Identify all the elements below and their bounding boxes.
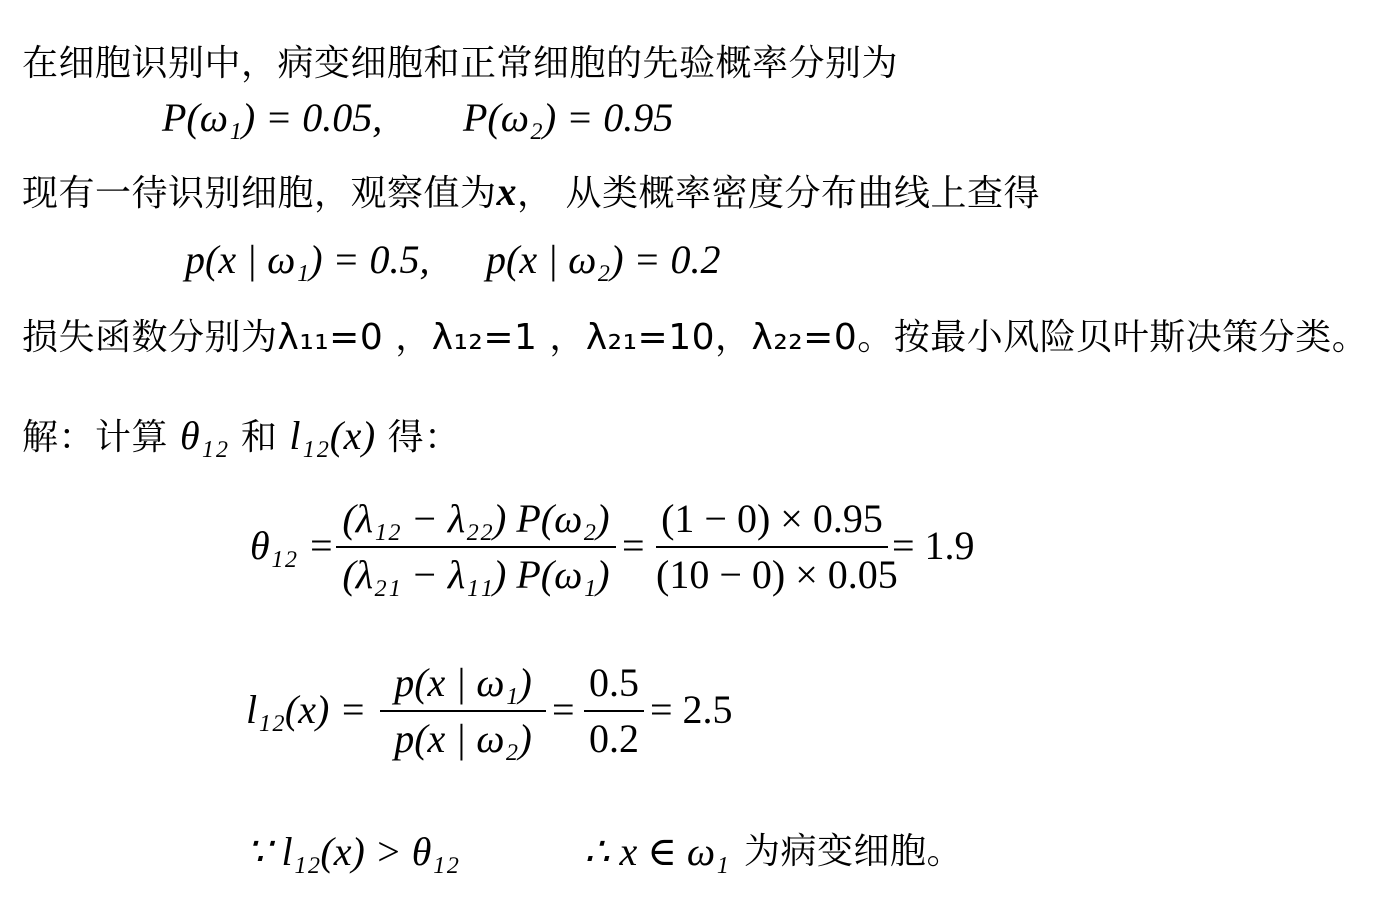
solution-intro-a: 解：计算 (22, 417, 169, 458)
therefore-statement: ∴ x ∈ ω₁ (584, 829, 729, 874)
problem-line-2-text-b: ， 从类概率密度分布曲线上查得 (517, 173, 1040, 214)
problem-line-2 (22, 168, 1040, 216)
l12-fraction-bar (380, 710, 546, 712)
theta-fraction-symbolic (336, 494, 616, 600)
problem-line-2-text-a: 现有一待识别细胞，观察值为 (22, 173, 497, 214)
l12-numerator-numeric: 0.5 (589, 660, 639, 705)
conclusion-text: 为病变细胞。 (744, 831, 964, 872)
likelihood-omega2: p(x | ω₂) = 0.2 (486, 237, 721, 282)
intro-theta: θ₁₂ (179, 413, 229, 458)
because-statement: ∵ l₁₂(x) > θ₁₂ (246, 829, 460, 874)
intro-l12: l₁₂(x) (289, 413, 376, 458)
theta-equals-1: = (622, 523, 645, 568)
solution-intro-and: 和 (240, 417, 278, 458)
l12-fraction-bar-numeric (584, 710, 644, 712)
l12-numerator: p(x | ω₁) (394, 660, 532, 705)
theta-lhs: θ₁₂ = (250, 523, 335, 568)
prior-omega2: P(ω₂) = 0.95 (463, 95, 674, 140)
solution-intro (22, 414, 461, 460)
likelihood-omega1: p(x | ω₁) = 0.5, (185, 237, 430, 282)
solution-intro-b: 得： (387, 417, 461, 458)
theta-fraction-numeric (656, 494, 898, 600)
theta-fraction-bar (336, 546, 616, 548)
theta-numerator: (λ₁₂ − λ₂₂) P(ω₂) (342, 496, 610, 541)
prior-omega1: P(ω₁) = 0.05, (162, 95, 383, 140)
l12-fraction-symbolic (380, 658, 546, 764)
theta-result: = 1.9 (892, 523, 975, 568)
loss-prefix: 损失函数分别为 (22, 317, 278, 358)
l12-denominator: p(x | ω₂) (394, 716, 532, 761)
theta-numerator-numeric: (1 − 0) × 0.95 (661, 496, 883, 541)
problem-line-1: 在细胞识别中，病变细胞和正常细胞的先验概率分别为 (22, 43, 899, 84)
l12-result: = 2.5 (650, 687, 733, 732)
observation-x: x (496, 169, 518, 214)
problem-line-3 (22, 316, 1368, 360)
theta-fraction-bar-numeric (656, 546, 888, 548)
l12-equals-1: = (552, 687, 575, 732)
loss-values: λ₁₁=0 ，λ₁₂=1 ，λ₂₁=10，λ₂₂=0。按最小风险贝叶斯决策分类。 (277, 317, 1369, 358)
l12-fraction-numeric (584, 658, 644, 764)
l12-denominator-numeric: 0.2 (589, 716, 639, 761)
theta-denominator: (λ₂₁ − λ₁₁) P(ω₁) (342, 552, 610, 597)
theta-denominator-numeric: (10 − 0) × 0.05 (656, 552, 898, 597)
l12-lhs: l₁₂(x) = (246, 687, 367, 732)
